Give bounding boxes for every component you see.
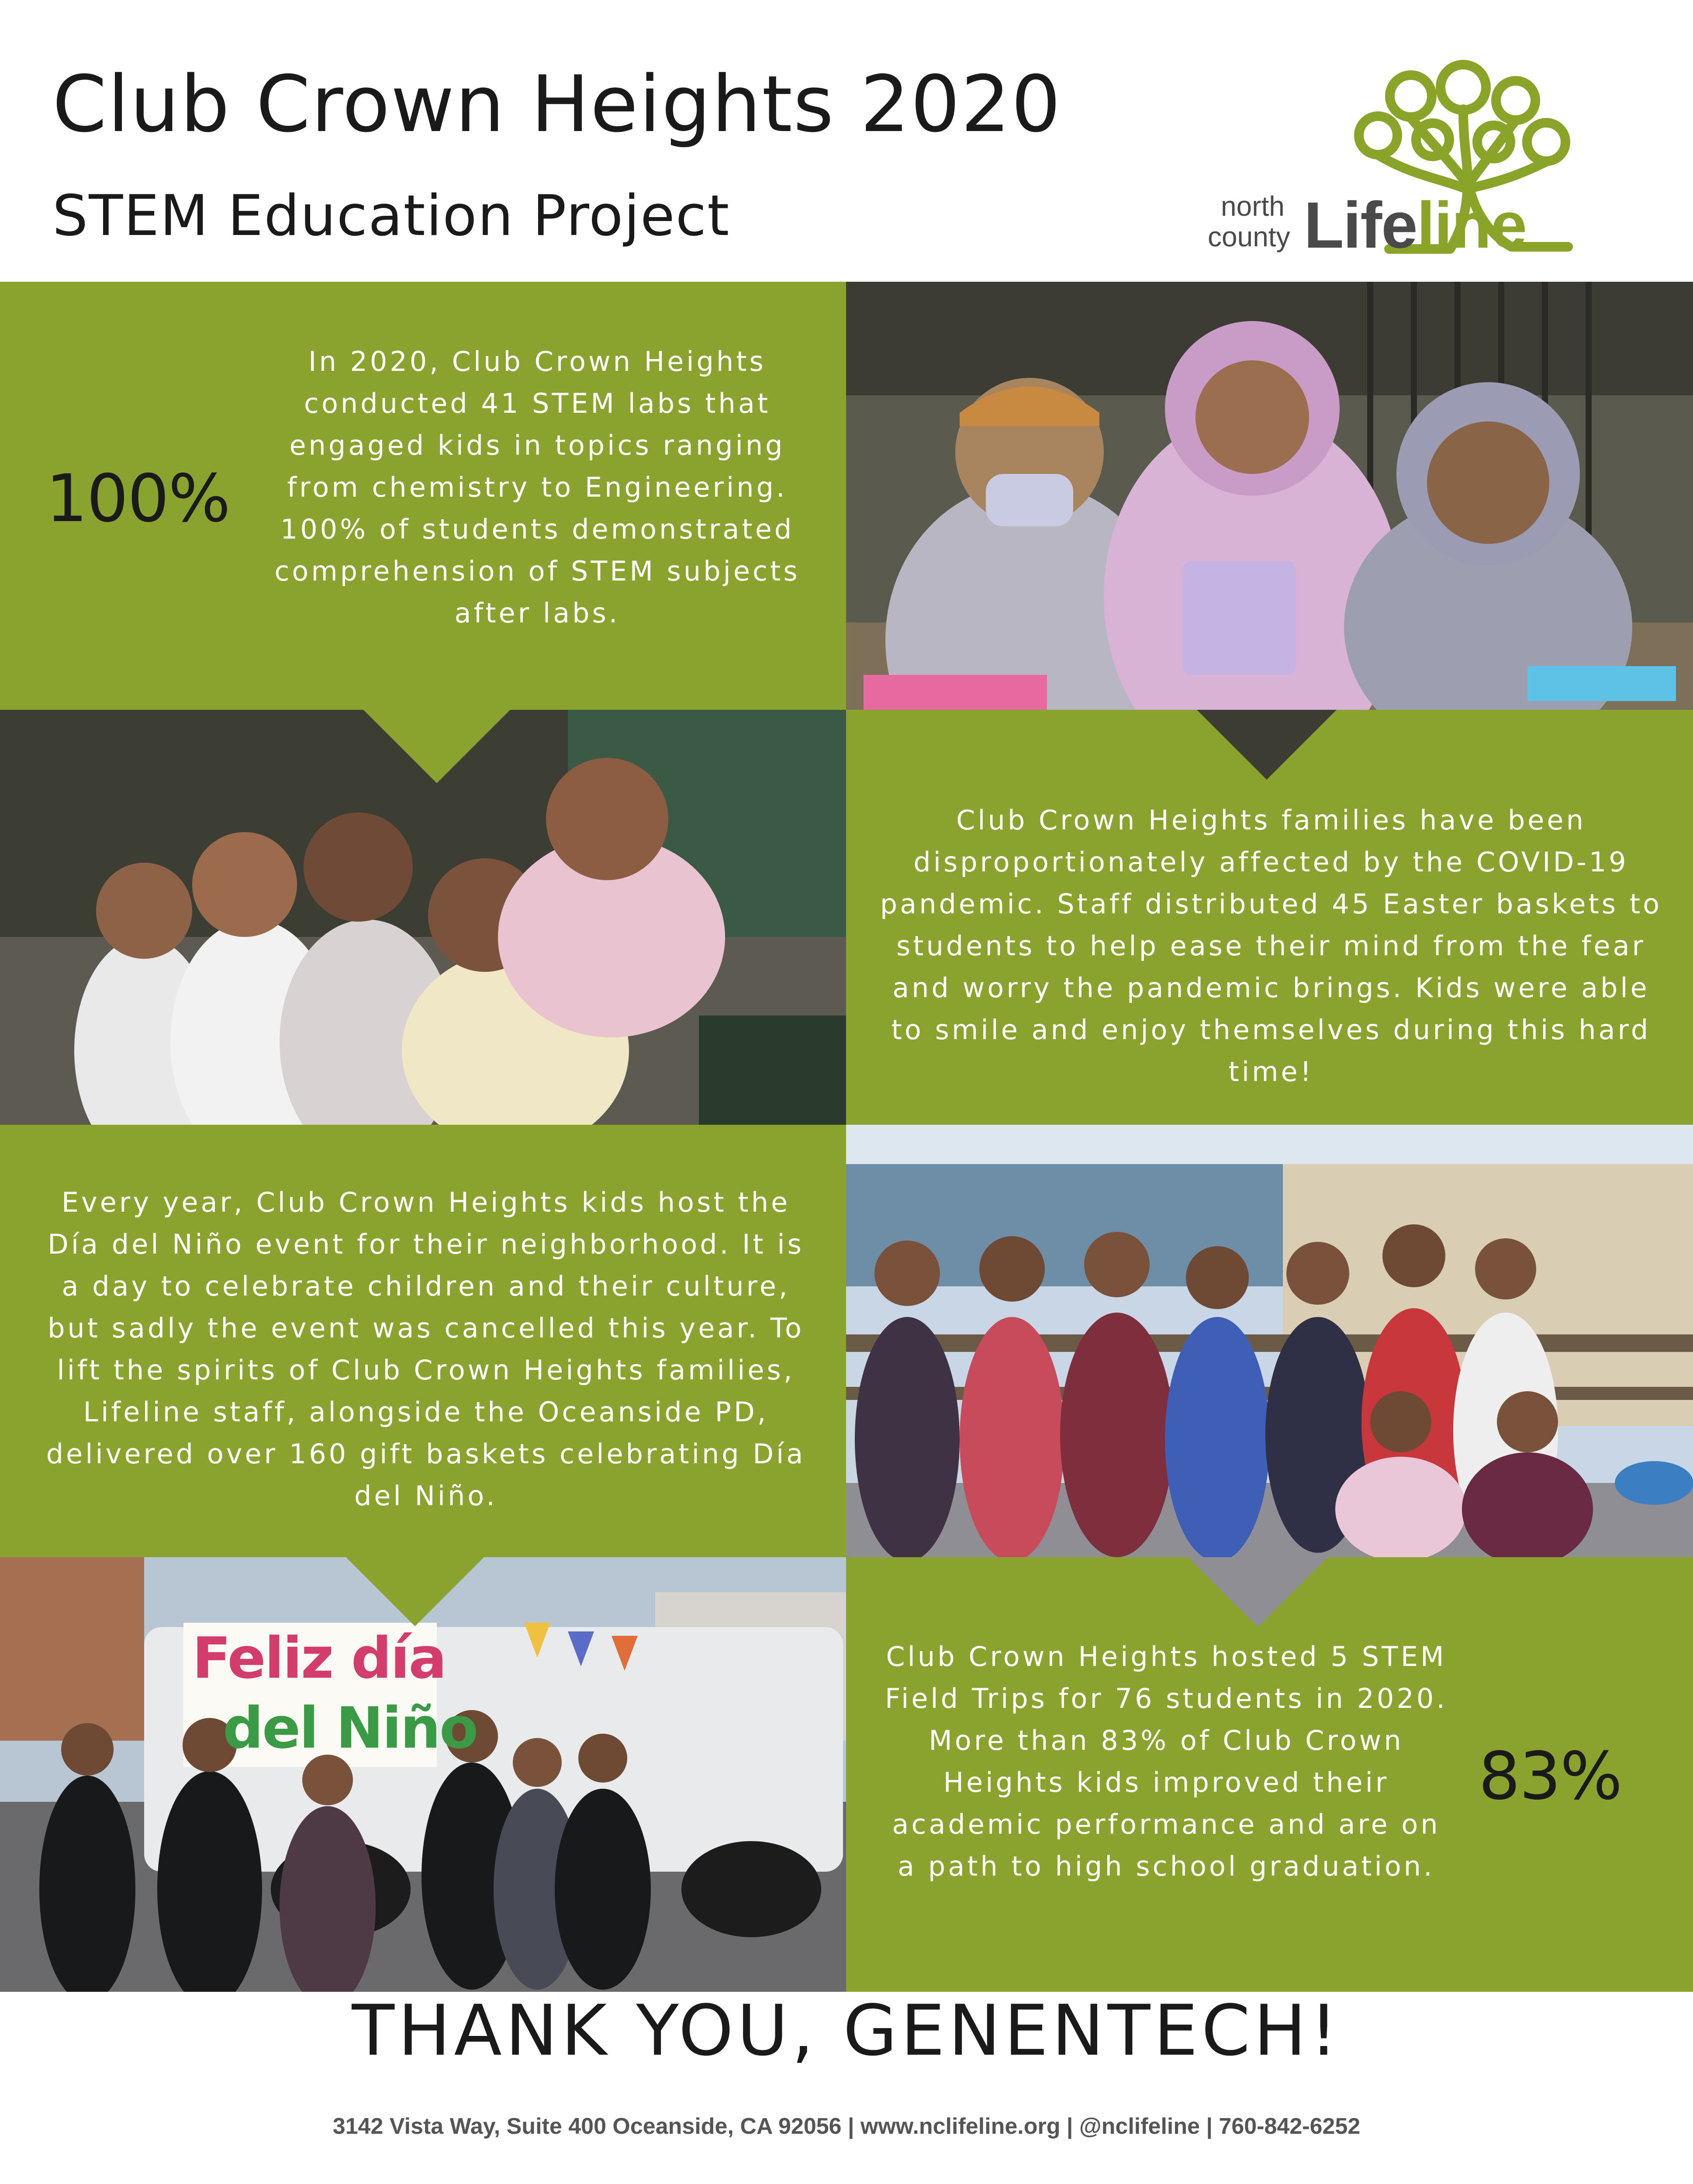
dia-del-nino-text: Every year, Club Crown Heights kids host the Día del Niño event for their neighborhood. It is a day to celebrate children and their culture, but sadly the event was cancelled this year. To lift the spirits of Club Crown Heights families, Lifeline staff, alongside the Oceanside PD, delivered over 160 gift baskets celebrating Día del Niño.	[46, 1186, 806, 1512]
page-subtitle: STEM Education Project	[52, 183, 730, 249]
thank-you-heading: THANK YOU, GENENTECH!	[352, 1990, 1341, 2071]
contact-footer: 3142 Vista Way, Suite 400 Oceanside, CA 92056 | www.nclifeline.org | @nclifeline | 760-842-6252	[332, 2114, 1361, 2139]
banner-del-nino-text: del Niño	[223, 1695, 477, 1761]
logo-line: line	[1417, 188, 1527, 262]
page-title: Club Crown Heights 2020	[52, 59, 1062, 149]
photo-kids-hoodies	[846, 282, 1693, 710]
stem-labs-text: In 2020, Club Crown Heights conducted 41 STEM labs that engaged kids in topics ranging from chemistry to Engineering. 100% of students demonstrated comprehension of STEM subjects after labs.	[274, 346, 800, 629]
pointer-down-icon-2	[345, 1556, 485, 1626]
pointer-up-icon-2	[1188, 1557, 1328, 1627]
logo-lifeline-text	[1304, 188, 1527, 262]
logo-county-text: county	[1208, 221, 1290, 252]
pointer-up-icon	[1197, 710, 1337, 780]
photo-beach-group	[846, 1125, 1693, 1557]
banner-feliz-text: Feliz día	[192, 1625, 446, 1691]
easter-text: Club Crown Heights families have been disproportionately affected by the COVID-19 pandemic. Staff distributed 45 Easter baskets to students to help ease their mind from the fear and worry the pandemic brings. Kids were able to smile and enjoy themselves during this hard time!	[880, 804, 1662, 1088]
field-trips-text: Club Crown Heights hosted 5 STEM Field Trips for 76 students in 2020. More than 83% of Club Crown Heights kids improved their academic performance and are on a path to high school graduation.	[885, 1641, 1448, 1882]
pointer-down-icon	[363, 709, 511, 783]
stem-labs-stat: 100%	[46, 461, 230, 537]
field-trips-stat: 83%	[1479, 1738, 1622, 1814]
logo-life: Life	[1304, 188, 1417, 262]
logo-north-text: north	[1221, 190, 1285, 222]
